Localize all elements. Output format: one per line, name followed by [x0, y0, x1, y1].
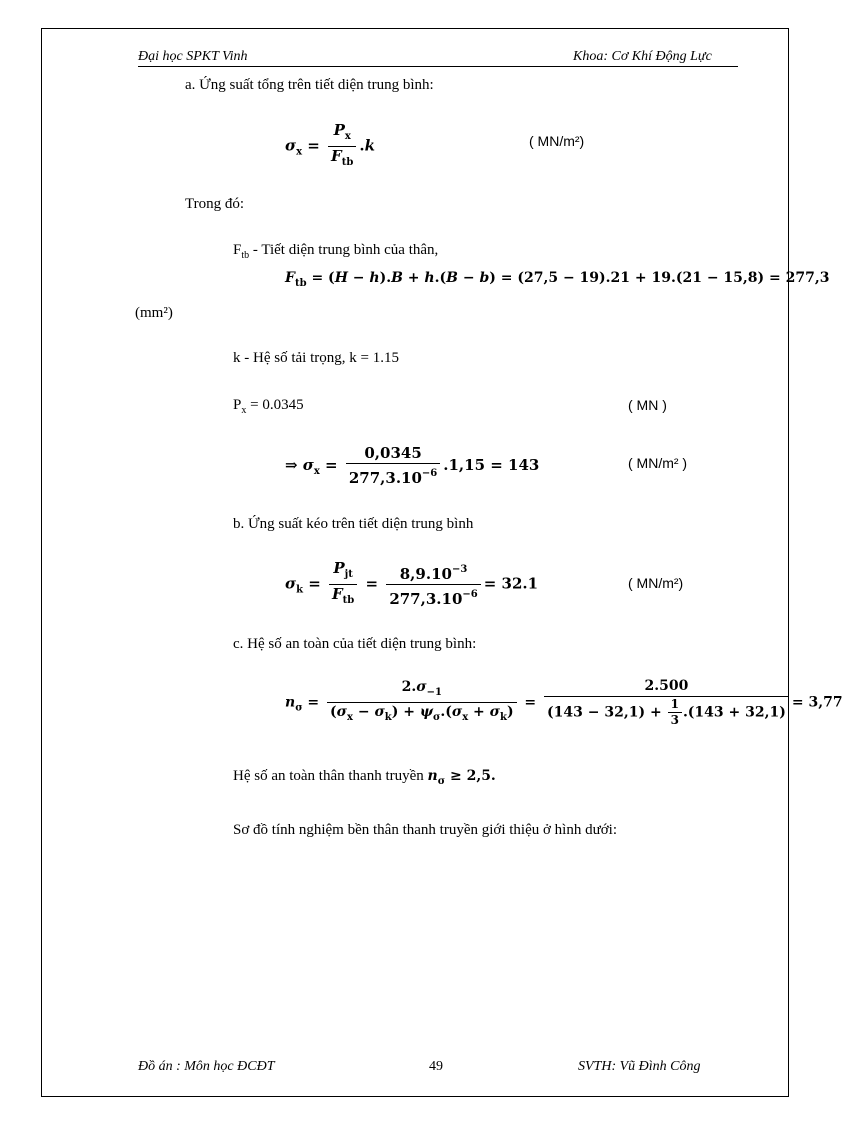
sigma-x-unit: ( MN/m²) — [529, 133, 585, 149]
section-b-heading: b. Ứng suất kéo trên tiết diện trung bình — [233, 516, 474, 532]
sigma-k-formula: $\sigma_k$ = $\frac{P_{jt}}{F_{tb}}$ = $\frac{8,9.10^{-3}}{277,3.10^{-6}}$ = 32.1 — [285, 559, 539, 608]
footer-left: Đồ án : Môn học ĐCĐT — [138, 1059, 275, 1074]
ftb-unit: (mm²) — [135, 305, 173, 321]
sigma-x-result: ⇒ $\sigma_x$ = $\frac{0,0345}{277,3.10^{-6}}$ .1,15 = 143 — [285, 444, 540, 487]
section-a-heading: a. Ứng suất tổng trên tiết diện trung bình: — [185, 77, 434, 93]
trong-do-label: Trong đó: — [185, 196, 245, 212]
section-c-heading: c. Hệ số an toàn của tiết diện trung bình: — [233, 636, 477, 652]
safety-line: Hệ số an toàn thân thanh truyền $n_\sigma \ge 2,5$. — [233, 768, 496, 787]
header-rule — [138, 66, 738, 67]
px-line: $P_x = 0.0345$ — [233, 397, 304, 416]
k-line: k - Hệ số tải trọng, k = 1.15 — [233, 350, 399, 366]
safety-factor-formula: $n_\sigma$ = $\frac{2.\sigma_{-1}}{(\sigma_x - \sigma_k) + \psi_\sigma.(\sigma_x + \sigma_k)}$ = 2.500 (143 − 32,1) + $\frac{1}{3}$ .(143 + 32,1) = 3,77 — [285, 678, 843, 727]
px-unit: ( MN ) — [628, 397, 667, 413]
ftb-description: $F_{tb}$ - Tiết diện trung bình của thân, — [233, 242, 439, 261]
page-number: 49 — [429, 1059, 443, 1074]
sigma-k-unit: ( MN/m²) — [628, 575, 684, 591]
ftb-formula: $F_{tb} = (H - h).B + h.(B - b) = (27,5 - 19).21 + 19.(21 - 15,8) = 277,3$ — [285, 270, 830, 289]
sigma-x-result-unit: ( MN/m² ) — [628, 455, 688, 471]
header-left: Đại học SPKT Vinh — [138, 49, 248, 64]
header-right: Khoa: Cơ Khí Động Lực — [573, 49, 712, 64]
footer-right: SVTH: Vũ Đình Công — [578, 1059, 701, 1074]
sigma-x-formula: $\sigma_x$ = $\frac{P_x}{F_{tb}}$ .k — [285, 121, 375, 168]
diagram-caption: Sơ đồ tính nghiệm bền thân thanh truyền giới thiệu ở hình dưới: — [233, 822, 617, 838]
